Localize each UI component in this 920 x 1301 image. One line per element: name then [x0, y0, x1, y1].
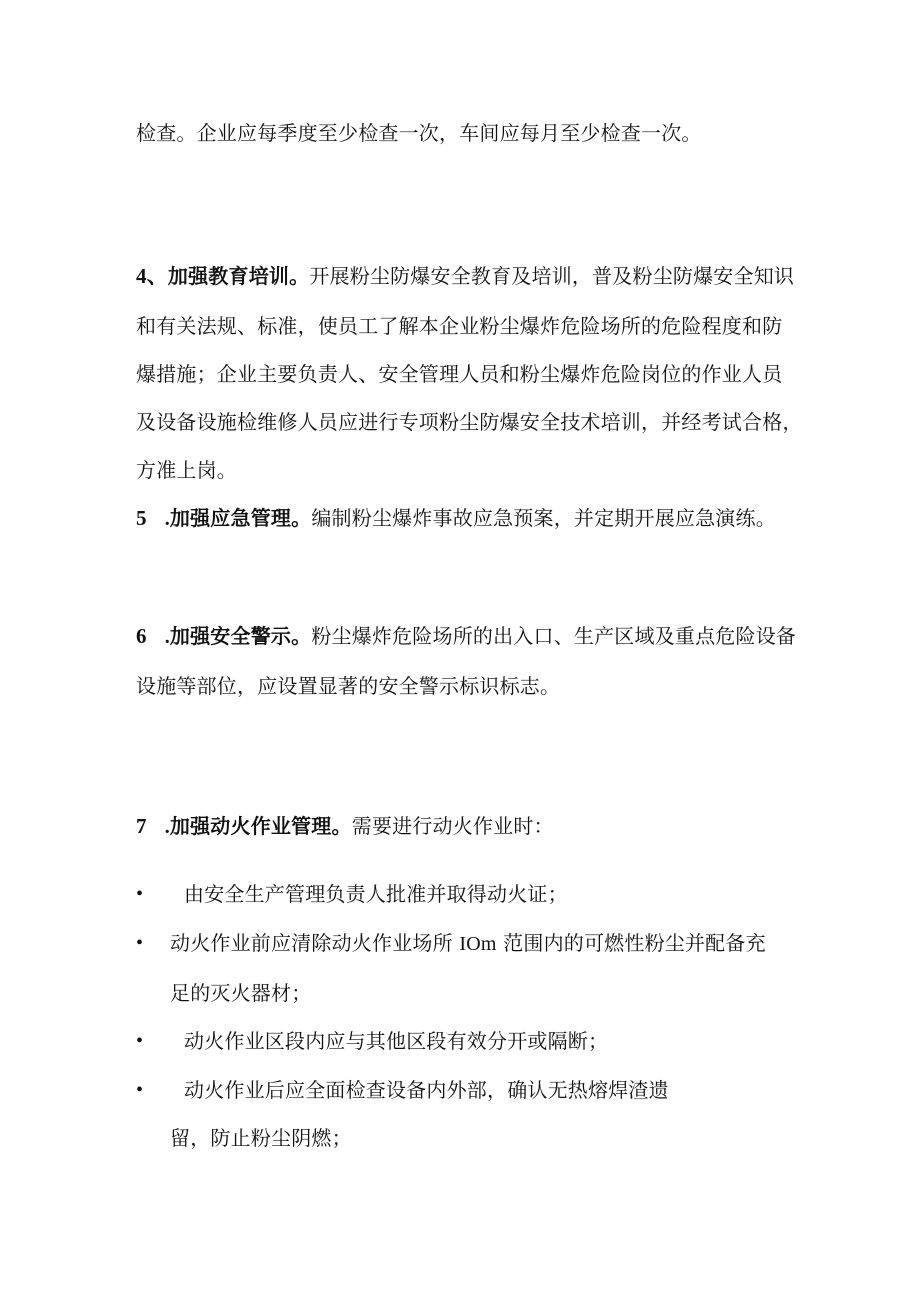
line-text: 和有关法规、标准，使员工了解本企业粉尘爆炸危险场所的危险程度和防 [136, 314, 783, 338]
section-5-heading-line [136, 505, 776, 532]
paragraph-line [136, 673, 560, 699]
section-number: 7 [136, 814, 147, 838]
bullet-text-unit: IOm [459, 933, 497, 955]
bullet-marker: • [136, 1030, 144, 1052]
section-text: 编制粉尘爆炸事故应急预案，并定期开展应急演练。 [311, 506, 776, 530]
bullet-item-continuation [170, 1125, 352, 1151]
bullet-marker: • [136, 883, 144, 905]
section-6-heading-line [136, 623, 796, 650]
section-number: 5 [136, 506, 147, 530]
section-text: 粉尘爆炸危险场所的出入口、生产区域及重点危险设备 [311, 624, 797, 648]
section-dot: . [164, 816, 170, 838]
section-title: 加强安全警示。 [169, 624, 312, 648]
bullet-text: 由安全生产管理负责人批准并取得动火证； [184, 882, 568, 906]
bullet-item-continuation [170, 980, 311, 1006]
bullet-text: 范围内的可燃性粉尘并配备充 [496, 931, 766, 955]
section-number: 6 [136, 624, 147, 648]
section-text: 开展粉尘防爆安全教育及培训，普及粉尘防爆安全知识 [309, 264, 795, 288]
paragraph-line [136, 120, 702, 146]
bullet-item [184, 1028, 608, 1054]
bullet-marker: • [136, 1079, 144, 1101]
bullet-item [184, 1077, 669, 1103]
line-text: 设施等部位，应设置显著的安全警示标识标志。 [136, 674, 561, 698]
paragraph-line [136, 409, 803, 435]
line-text: 爆措施；企业主要负责人、安全管理人员和粉尘爆炸危险岗位的作业人员 [136, 362, 783, 386]
line-text: 方准上岗。 [136, 458, 237, 482]
bullet-text: 足的灭火器材； [170, 981, 312, 1005]
section-dot: . [164, 508, 170, 530]
paragraph-line [136, 457, 237, 483]
line-text: 检查。企业应每季度至少检查一次，车间应每月至少检查一次。 [136, 121, 702, 145]
paragraph-line [136, 313, 782, 339]
section-dot: . [164, 626, 170, 648]
section-title: 加强教育培训。 [167, 264, 310, 288]
section-7-heading-line [136, 813, 554, 840]
bullet-item [184, 881, 568, 907]
section-title: 加强动火作业管理。 [169, 814, 352, 838]
line-text: 及设备设施检维修人员应进行专项粉尘防爆安全技术培训，并经考试合格， [136, 410, 803, 434]
bullet-text: 动火作业前应清除动火作业场所 [170, 931, 460, 955]
paragraph-line [136, 361, 782, 387]
bullet-text: 留，防止粉尘阴燃； [170, 1126, 352, 1150]
section-text: 需要进行动火作业时： [351, 814, 554, 838]
bullet-marker: • [136, 932, 144, 954]
section-4-heading-line [136, 263, 794, 289]
bullet-item [170, 930, 766, 957]
section-number: 4、 [136, 264, 168, 288]
section-title: 加强应急管理。 [169, 506, 312, 530]
bullet-text: 动火作业后应全面检查设备内外部，确认无热熔焊渣遗 [184, 1078, 669, 1102]
bullet-text: 动火作业区段内应与其他区段有效分开或隔断； [184, 1029, 609, 1053]
